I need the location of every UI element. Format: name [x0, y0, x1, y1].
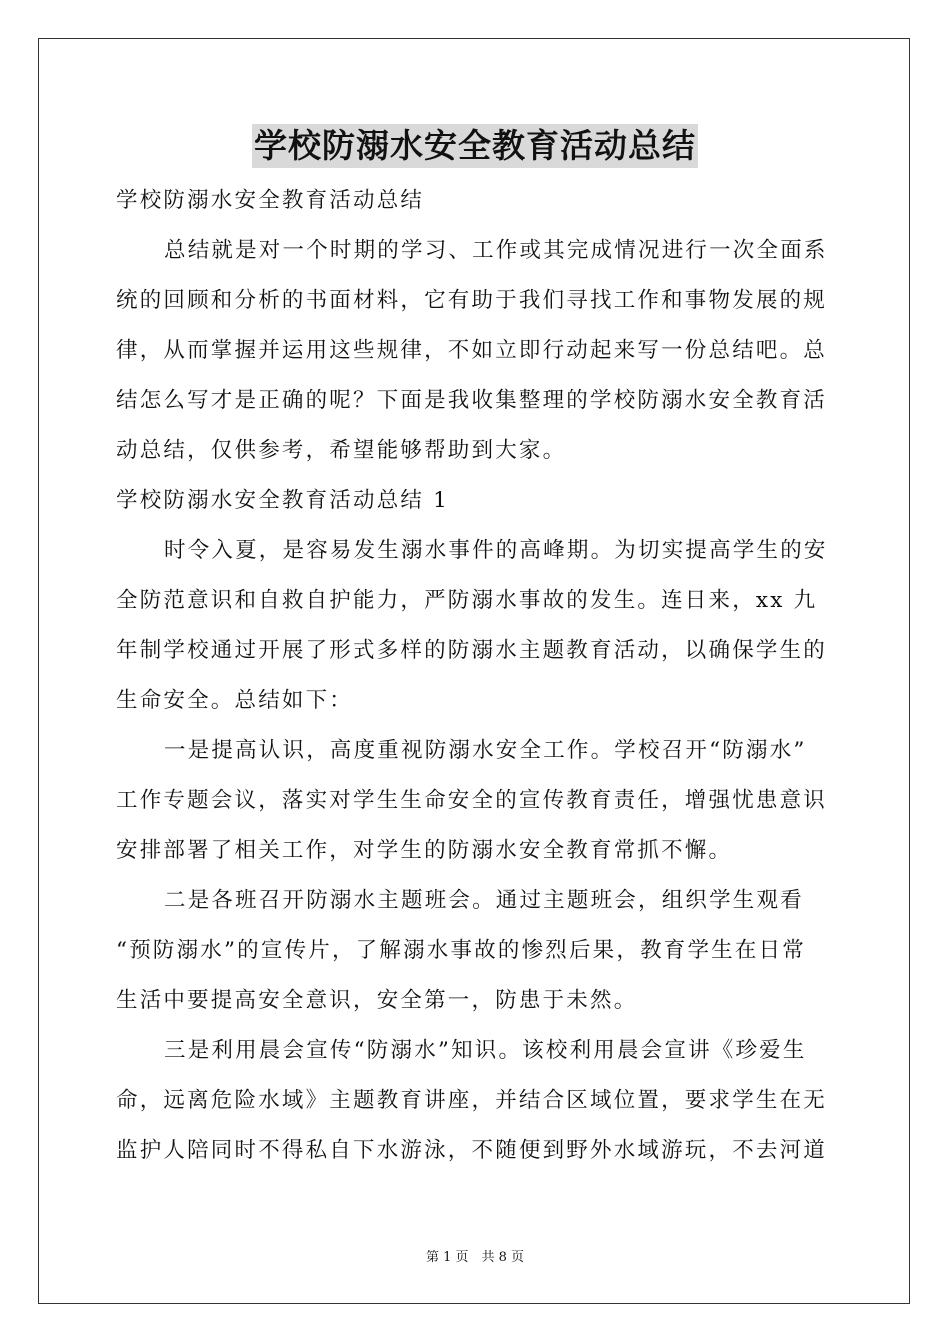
title-container: [0, 124, 950, 168]
text-line: 年制学校通过开展了形式多样的防溺水主题教育活动，以确保学生的: [116, 638, 828, 663]
text-line: 一是提高认识，高度重视防溺水安全工作。学校召开“防溺水”: [164, 738, 807, 763]
text-line: 命，远离危险水域》主题教育讲座，并结合区域位置，要求学生在无: [116, 1088, 828, 1113]
section-heading: 学校防溺水安全教育活动总结 1: [116, 488, 450, 513]
text-line: 全防范意识和自救自护能力，严防溺水事故的发生。连日来，xx 九: [116, 588, 818, 613]
text-line: “预防溺水”的宣传片，了解溺水事故的惨烈后果，教育学生在日常: [116, 938, 806, 963]
text-line: 结怎么写才是正确的呢？下面是我收集整理的学校防溺水安全教育活: [116, 388, 828, 413]
page-number: 第 1 页 共 8 页: [425, 1250, 525, 1265]
document-body: [116, 176, 836, 1176]
text-line: 生活中要提高安全意识，安全第一，防患于未然。: [116, 988, 638, 1013]
text-line: 时令入夏，是容易发生溺水事件的高峰期。为切实提高学生的安: [164, 538, 828, 563]
text-line: 律，从而掌握并运用这些规律，不如立即行动起来写一份总结吧。总: [116, 338, 828, 363]
text-line: 工作专题会议，落实对学生生命安全的宣传教育责任，增强忧患意识: [116, 788, 828, 813]
document-title: 学校防溺水安全教育活动总结: [252, 124, 698, 168]
text-line: 二是各班召开防溺水主题班会。通过主题班会，组织学生观看: [164, 888, 804, 913]
text-line: 统的回顾和分析的书面材料，它有助于我们寻找工作和事物发展的规: [116, 288, 828, 313]
text-line: 监护人陪同时不得私自下水游泳，不随便到野外水域游玩，不去河道: [116, 1138, 828, 1163]
text-line: 动总结，仅供参考，希望能够帮助到大家。: [116, 438, 567, 463]
text-line: 三是利用晨会宣传“防溺水”知识。该校利用晨会宣讲《珍爱生: [164, 1038, 807, 1063]
text-line: 生命安全。总结如下：: [116, 688, 354, 713]
text-line: 总结就是对一个时期的学习、工作或其完成情况进行一次全面系: [164, 238, 828, 263]
subtitle-line: 学校防溺水安全教育活动总结: [116, 188, 425, 213]
text-line: 安排部署了相关工作，对学生的防溺水安全教育常抓不懈。: [116, 838, 733, 863]
